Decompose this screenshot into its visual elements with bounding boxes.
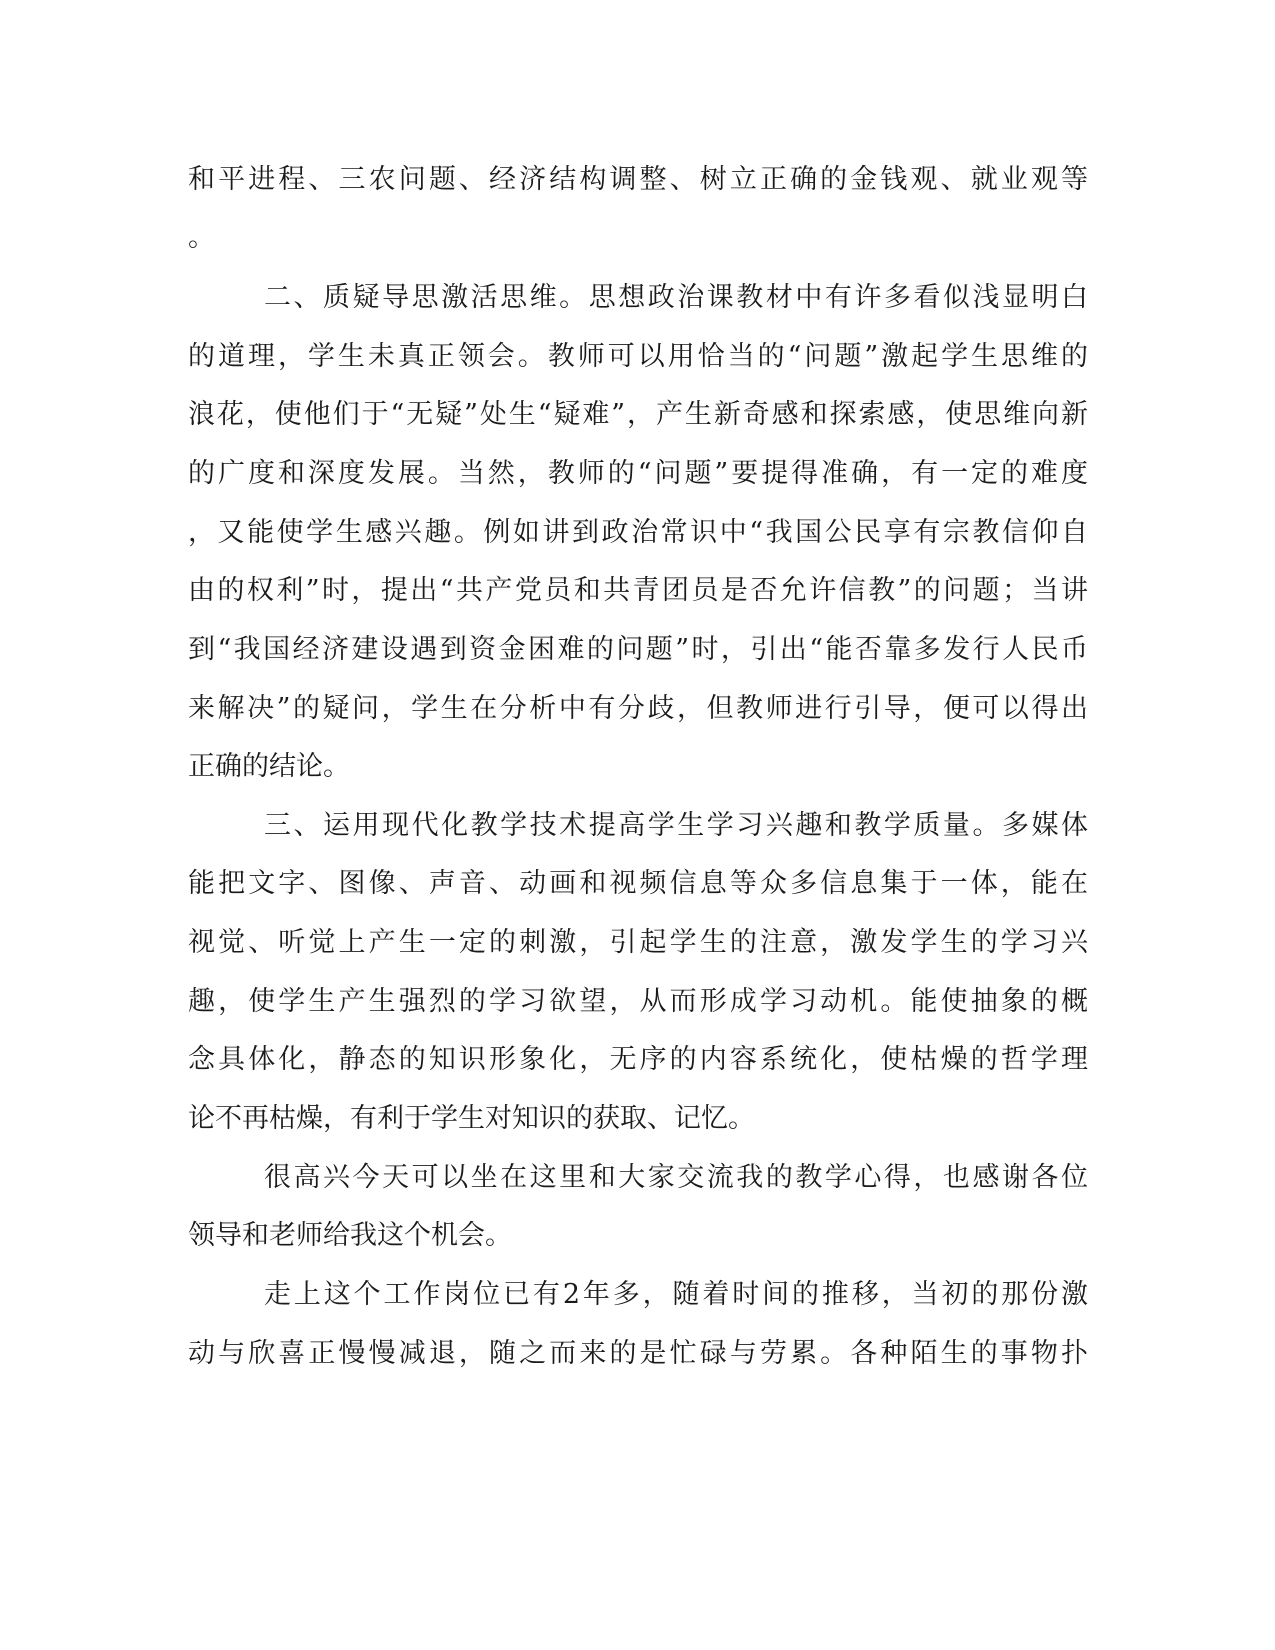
paragraph-4-line-1: 很高兴今天可以坐在这里和大家交流我的教学心得，也感谢各位 xyxy=(264,1162,1088,1193)
paragraph-2-line-4: 的广度和深度发展。当然，教师的“问题”要提得准确，有一定的难度 xyxy=(188,458,1088,489)
paragraph-2-line-3: 浪花，使他们于“无疑”处生“疑难”，产生新奇感和探索感，使思维向新 xyxy=(188,399,1088,430)
paragraph-2-line-9: 正确的结论。 xyxy=(188,751,350,782)
paragraph-2-line-8: 来解决”的疑问，学生在分析中有分歧，但教师进行引导，便可以得出 xyxy=(188,693,1088,724)
paragraph-2-line-6: 由的权利”时，提出“共产党员和共青团员是否允许信教”的问题；当讲 xyxy=(188,575,1088,606)
paragraph-3-line-5: 念具体化，静态的知识形象化，无序的内容系统化，使枯燥的哲学理 xyxy=(188,1044,1088,1075)
text-line-2: 。 xyxy=(188,222,215,253)
paragraph-3-line-6: 论不再枯燥，有利于学生对知识的获取、记忆。 xyxy=(188,1103,755,1134)
paragraph-2-line-7: 到“我国经济建设遇到资金困难的问题”时，引出“能否靠多发行人民币 xyxy=(188,634,1088,665)
paragraph-5-line-1: 走上这个工作岗位已有2年多，随着时间的推移，当初的那份激 xyxy=(264,1279,1088,1310)
paragraph-4-line-2: 领导和老师给我这个机会。 xyxy=(188,1220,512,1251)
paragraph-2-line-2: 的道理，学生未真正领会。教师可以用恰当的“问题”激起学生思维的 xyxy=(188,341,1088,372)
paragraph-3-line-3: 视觉、听觉上产生一定的刺激，引起学生的注意，激发学生的学习兴 xyxy=(188,927,1088,958)
paragraph-3-line-1: 三、运用现代化教学技术提高学生学习兴趣和教学质量。多媒体 xyxy=(264,810,1088,841)
paragraph-3-line-2: 能把文字、图像、声音、动画和视频信息等众多信息集于一体，能在 xyxy=(188,868,1088,899)
paragraph-3-line-4: 趣，使学生产生强烈的学习欲望，从而形成学习动机。能使抽象的概 xyxy=(188,986,1088,1017)
text-line-1: 和平进程、三农问题、经济结构调整、树立正确的金钱观、就业观等 xyxy=(188,164,1088,195)
paragraph-2-line-5: ，又能使学生感兴趣。例如讲到政治常识中“我国公民享有宗教信仰自 xyxy=(188,517,1088,548)
paragraph-2-line-1: 二、质疑导思激活思维。思想政治课教材中有许多看似浅显明白 xyxy=(264,282,1088,313)
paragraph-5-line-2: 动与欣喜正慢慢减退，随之而来的是忙碌与劳累。各种陌生的事物扑 xyxy=(188,1338,1088,1369)
